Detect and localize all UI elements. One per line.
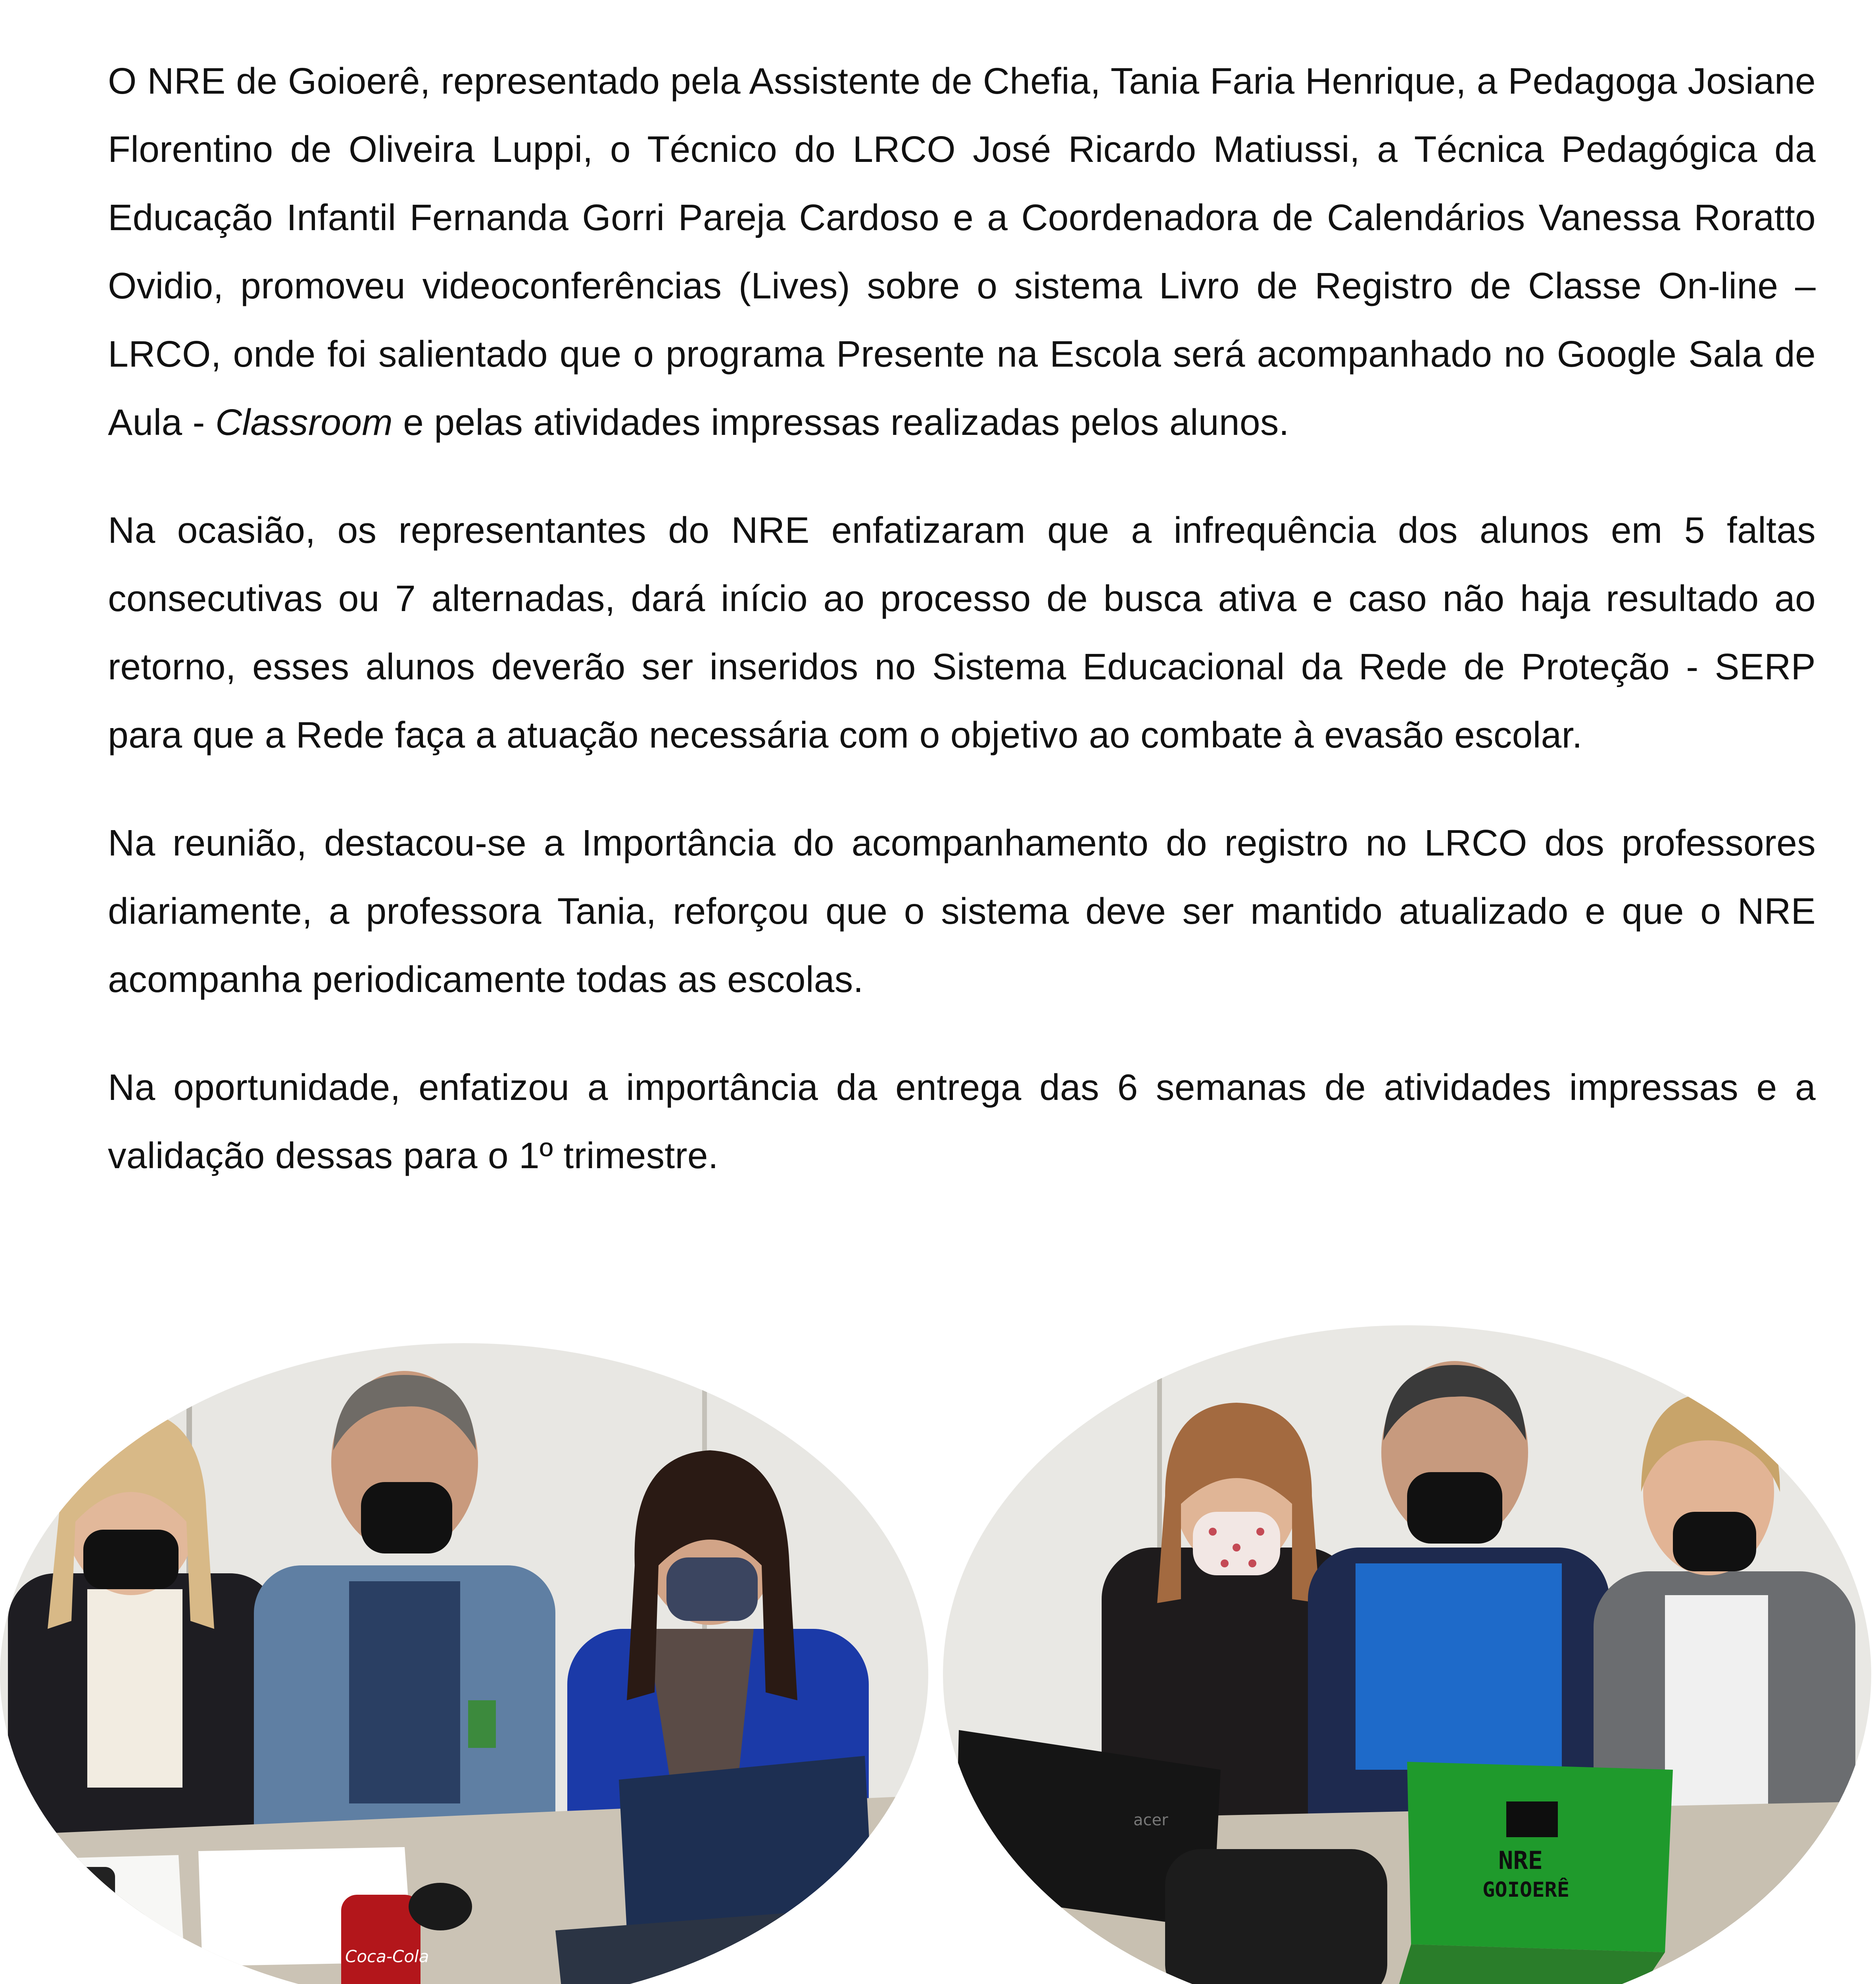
laptop-brand: acer [1133,1811,1168,1829]
laptop-nre-text: NRE [1498,1846,1543,1875]
article-body [108,47,1816,1229]
paragraph-1-text-b: e pelas atividades impressas realizadas pelos alunos. [393,402,1289,443]
photo-left-illustration [0,1343,928,1984]
paragraph-2: Na ocasião, os representantes do NRE enfatizaram que a infrequência dos alunos em 5 faltas consecutivas ou 7 alternadas, dará início ao processo de busca ativa e caso não haja resultado ao retorno, esses alunos deverão ser inseridos no Sistema Educacional da Rede de Proteção - SERP para que a Rede faça a atuação necessária com o objetivo ao combate à evasão escolar. [108,509,1816,756]
paragraph-3: Na reunião, destacou-se a Importância do acompanhamento do registro no LRCO dos professores diariamente, a professora Tania, reforçou que o sistema deve ser mantido atualizado e que o NRE acompanha periodicamente todas as escolas. [108,822,1816,1000]
photo-videoconference-lrcom [943,1325,1871,1984]
paragraph-1-text-a: O NRE de Goioerê, representado pela Assistente de Chefia, Tania Faria Henrique, a Pedagoga Josiane Florentino de Oliveira Luppi, o Técnico do LRCO José Ricardo Matiussi, a Técnica Pedagógica da Educação Infantil Fernanda Gorri Pareja Cardoso e a Coordenadora de Calendários Vanessa Roratto Ovidio, promoveu videoconferências (Lives) sobre o sistema Livro de Registro de Classe On-line – LRCO, onde foi salientado que o programa Presente na Escola será acompanhado no Google Sala de Aula - [108,60,1816,443]
photo-right-illustration [943,1325,1871,1984]
classroom-italic: Classroom [215,402,393,443]
photo-videoconference-lrco [0,1343,928,1984]
paragraph-1 [108,47,1816,456]
laptop-goioere-text: GOIOERÊ [1482,1878,1570,1902]
bottle-label: Coca-Cola [345,1947,429,1966]
paragraph-4: Na oportunidade, enfatizou a importância da entrega das 6 semanas de atividades impressas e a validação dessas para o 1º trimestre. [108,1067,1816,1176]
